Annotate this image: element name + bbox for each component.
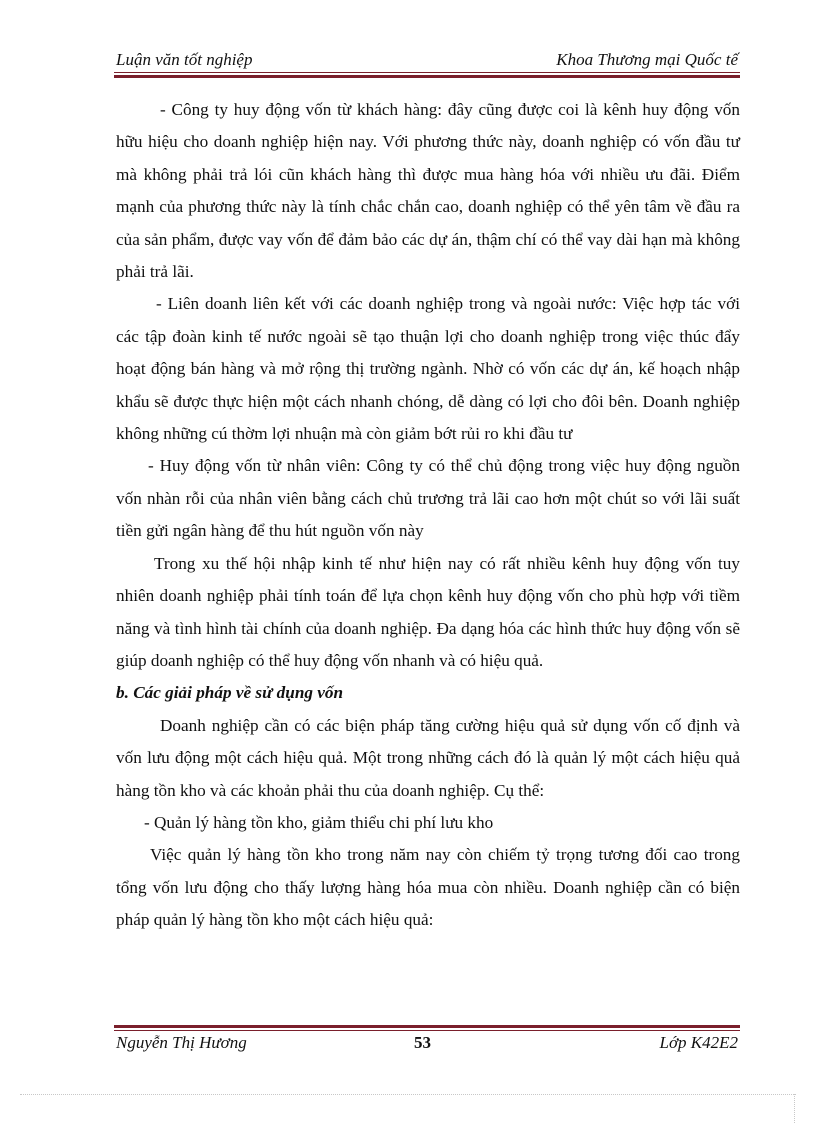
page-body [116, 94, 740, 937]
page-header [114, 48, 740, 72]
footer-author: Nguyễn Thị Hương [116, 1033, 247, 1052]
header-rule-thick [114, 75, 740, 78]
paragraph-inventory-bullet: - Quản lý hàng tồn kho, giảm thiểu chi phí lưu kho [144, 812, 494, 832]
header-rule-thin [114, 72, 740, 73]
page-edge-dotted-vertical [794, 1094, 795, 1123]
paragraph-capital-usage: Doanh nghiệp cần có các biện pháp tăng cường hiệu quả sử dụng vốn cố định và vốn lưu động một cách hiệu quả. Một trong những cách đó là quản lý một cách hiệu quả hàng tồn kho và các khoản phải thu của doanh nghiệp. Cụ thể: [116, 715, 740, 800]
paragraph-inventory-management: Việc quản lý hàng tồn kho trong năm nay còn chiếm tỷ trọng tương đối cao trong tổng vốn lưu động cho thấy lượng hàng hóa mua còn nhiều. Doanh nghiệp cần có biện pháp quản lý hàng tồn kho một cách hiệu quả: [116, 845, 740, 930]
footer-rule-thick [114, 1025, 740, 1028]
page-edge-dotted-line [20, 1094, 796, 1095]
header-thesis-label: Luận văn tốt nghiệp [116, 50, 253, 69]
page-footer [114, 1033, 740, 1057]
section-heading: b. Các giải pháp về sử dụng vốn [116, 683, 344, 703]
paragraph-customer-funding: - Công ty huy động vốn từ khách hàng: đây cũng được coi là kênh huy động vốn hữu hiệu cho doanh nghiệp hiện nay. Với phương thức này, doanh nghiệp có vốn đầu tư mà không phải trả lói cũn khách hàng thì được mua hàng hóa với nhiều ưu đãi. Điểm mạnh của phương thức này là tính chắc chắn cao, doanh nghiệp có thể yên tâm về đầu ra của sản phẩm, được vay vốn để đảm bảo các dự án, thậm chí có thể vay dài hạn mà không phải trả lãi. [116, 100, 740, 282]
paragraph-integration: Trong xu thế hội nhập kinh tế như hiện nay có rất nhiều kênh huy động vốn tuy nhiên doanh nghiệp phải tính toán để lựa chọn kênh huy động vốn cho phù hợp với tiềm năng và tình hình tài chính của doanh nghiệp. Đa dạng hóa các hình thức huy động vốn sẽ giúp doanh nghiệp có thể huy động vốn nhanh và có hiệu quả. [116, 553, 740, 670]
page-number: 53 [414, 1033, 431, 1052]
footer-class: Lớp K42E2 [659, 1033, 738, 1052]
header-faculty-label: Khoa Thương mại Quốc tế [556, 50, 738, 69]
footer-rule-thin [114, 1030, 740, 1031]
paragraph-employee-funding: - Huy động vốn từ nhân viên: Công ty có thể chủ động trong việc huy động nguồn vốn nhàn rỗi của nhân viên bằng cách chủ trương trả lãi cao hơn một chút so với lãi suất tiền gửi ngân hàng để thu hút nguồn vốn này [116, 456, 740, 541]
paragraph-joint-venture: - Liên doanh liên kết với các doanh nghiệp trong và ngoài nước: Việc hợp tác với các tập đoàn kinh tế nước ngoài sẽ tạo thuận lợi cho doanh nghiệp trong việc thúc đẩy hoạt động bán hàng và mở rộng thị trường ngành. Nhờ có vốn các dự án, kế hoạch nhập khẩu sẽ được thực hiện một cách nhanh chóng, dễ dàng có lợi cho đôi bên. Doanh nghiệp không những cú thờm lợi nhuận mà còn giảm bớt rủi ro khi đầu tư [116, 294, 740, 444]
